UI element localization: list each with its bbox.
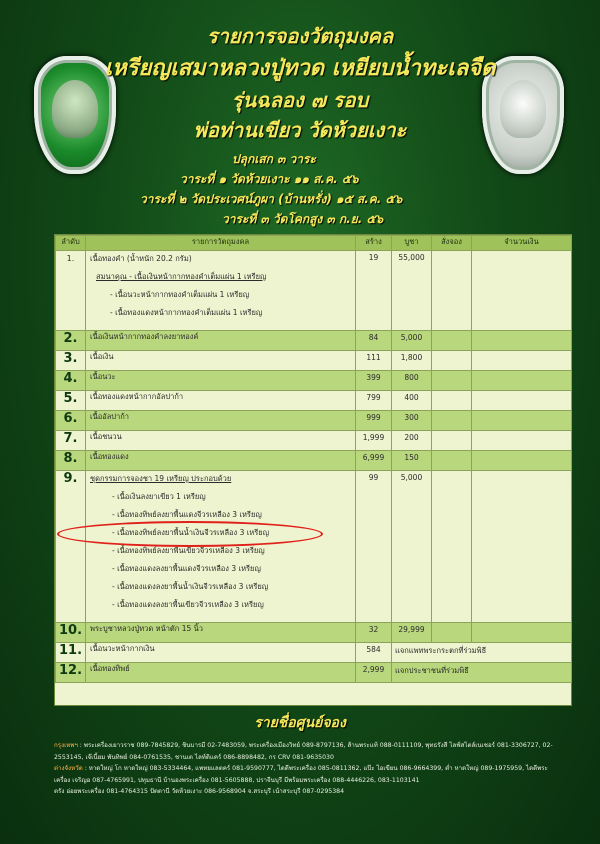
built-count: 799 bbox=[356, 391, 392, 411]
provinces-label: ต่างจังหวัด bbox=[54, 765, 83, 772]
order-table-container bbox=[54, 234, 572, 706]
amount-input-cell[interactable] bbox=[472, 411, 572, 431]
item-component: - เนื้อเงินลงยาเขียว 1 เหรียญ bbox=[112, 492, 206, 501]
item-name: เนื้อทองแดง bbox=[86, 451, 356, 471]
table-row bbox=[56, 331, 572, 351]
item-name: เนื้อทองคำ (น้ำหนัก 20.2 กรัม) bbox=[90, 254, 192, 263]
order-input-cell[interactable] bbox=[432, 391, 472, 411]
title-line-3: รุ่นฉลอง ๗ รอบ bbox=[231, 88, 369, 112]
table-row bbox=[56, 351, 572, 371]
header-built: สร้าง bbox=[356, 236, 392, 251]
header-amount: จำนวนเงิน bbox=[472, 236, 572, 251]
price: 29,999 bbox=[392, 623, 432, 643]
built-count: 999 bbox=[356, 411, 392, 431]
amount-input-cell[interactable] bbox=[472, 331, 572, 351]
table-row bbox=[56, 411, 572, 431]
amount-input-cell[interactable] bbox=[472, 623, 572, 643]
built-count: 2,999 bbox=[356, 663, 392, 683]
other-centers: ตรัง อ่อยพระเครื่อง 081-4764315 ปัตตานี วัดห้วยเงาะ 086-9568904 จ.สระบุรี เน้าสระบุรี 087-0295384 bbox=[54, 788, 345, 795]
price: 400 bbox=[392, 391, 432, 411]
row-number: 4. bbox=[56, 371, 86, 391]
item-component: - เนื้อทองทิพย์ลงยาพื้นน้ำเงินจีวรเหลือง 3 เหรียญ bbox=[112, 528, 270, 537]
row-number: 9. bbox=[56, 471, 86, 623]
red-highlight-circle bbox=[57, 521, 323, 547]
table-row bbox=[56, 391, 572, 411]
item-bonus: - เนื้อทองแดงหน้ากากทองคำเต็มแผ่น 1 เหรียญ bbox=[110, 308, 263, 317]
item-bonus: สมนาคุณ - เนื้อเงินหน้ากากทองคำเต็มแผ่น 1 เหรียญ bbox=[96, 272, 267, 281]
table-row bbox=[56, 643, 572, 663]
item-component: - เนื้อทองทิพย์ลงยาพื้นเขียวจีวรเหลือง 3 เหรียญ bbox=[112, 546, 265, 555]
table-row bbox=[56, 251, 572, 331]
table-row bbox=[56, 623, 572, 643]
item-name: ชุดกรรมการจองชา 19 เหรียญ ประกอบด้วย bbox=[90, 474, 232, 483]
header-no: ลำดับ bbox=[56, 236, 86, 251]
row-number: 12. bbox=[56, 663, 86, 683]
order-input-cell[interactable] bbox=[432, 371, 472, 391]
price: 150 bbox=[392, 451, 432, 471]
amount-input-cell[interactable] bbox=[472, 391, 572, 411]
order-input-cell[interactable] bbox=[432, 251, 472, 331]
province-centers: : หาดใหญ่ โก หาดใหญ่ 083-5334464, แพทยแลตคร์ 081-9590777, ไดดีพระเครื่อง 085-0811362, แป๊ะ ไอเขียน 086-9664399, ต่ำ หาดใหญ่ 089-1975959, ไดดีพระเครื่อง เจริญอ 087-4765991, ปทุมธานี บ้านองพระเครื่อง 081-5605888, ปราจีนบุรี มีพร้อมพระเครื่อง 088-4446226, 083-1103141 bbox=[54, 765, 548, 784]
consecration-round-3: วาระที่ ๓ วัดโคกสูง ๓ ก.ย. ๕๖ bbox=[222, 212, 384, 226]
table-row bbox=[56, 451, 572, 471]
item-name: เนื้อนวะหน้ากากเงิน bbox=[86, 643, 356, 663]
item-name: เนื้ออัลปาก้า bbox=[86, 411, 356, 431]
table-row bbox=[56, 371, 572, 391]
row-number: 2. bbox=[56, 331, 86, 351]
order-input-cell[interactable] bbox=[432, 351, 472, 371]
bangkok-centers: : พระเครื่องเยาวราช 089-7845829, ชินบารมี 02-7483059, พระเครื่องเมืองวิทย์ 089-8797136, ส้านพระแท้ 088-0111109, พุทธรังสี ไลฟ์สไตล์เนเชอร์ 081-3306727, 02-2553145, เจ๊เนี้ยม พันทิพย์ 084-0761535, ชานเต ไลท์ดิแคร์ 086-8898482, กร CRV 081-9635030 bbox=[54, 742, 553, 761]
item-component: - เนื้อทองทิพย์ลงยาพื้นแดงจีวรเหลือง 3 เหรียญ bbox=[112, 510, 262, 519]
table-row bbox=[56, 663, 572, 683]
built-count: 6,999 bbox=[356, 451, 392, 471]
row-number: 8. bbox=[56, 451, 86, 471]
built-count: 19 bbox=[356, 251, 392, 331]
item-name: เนื้อทองทิพย์ bbox=[86, 663, 356, 683]
consecration-round-2: วาระที่ ๒ วัดประเวศน์ภูผา (บ้านหรั่ง) ๑๕ ส.ค. ๕๖ bbox=[140, 192, 403, 206]
item-component: - เนื้อทองแดงลงยาพื้นเขียวจีวรเหลือง 3 เหรียญ bbox=[112, 600, 264, 609]
item-bonus: - เนื้อนวะหน้ากากทองคำเต็มแผ่น 1 เหรียญ bbox=[110, 290, 250, 299]
order-input-cell[interactable] bbox=[432, 431, 472, 451]
item-name: เนื้อชนวน bbox=[86, 431, 356, 451]
built-count: 111 bbox=[356, 351, 392, 371]
header-price: บูชา bbox=[392, 236, 432, 251]
consecration-heading: ปลุกเสก ๓ วาระ bbox=[232, 152, 316, 166]
row-number: 5. bbox=[56, 391, 86, 411]
booking-centers-list bbox=[54, 740, 554, 798]
header bbox=[0, 0, 600, 232]
row-number: 3. bbox=[56, 351, 86, 371]
amount-input-cell[interactable] bbox=[472, 251, 572, 331]
amount-input-cell[interactable] bbox=[472, 351, 572, 371]
bangkok-label: กรุงเทพฯ bbox=[54, 742, 78, 749]
item-name: เนื้อเงิน bbox=[86, 351, 356, 371]
price: 5,000 bbox=[392, 471, 432, 623]
order-input-cell[interactable] bbox=[432, 411, 472, 431]
row-number: 11. bbox=[56, 643, 86, 663]
price: 55,000 bbox=[392, 251, 432, 331]
row-number: 7. bbox=[56, 431, 86, 451]
row-number: 6. bbox=[56, 411, 86, 431]
header-item: รายการวัตถุมงคล bbox=[86, 236, 356, 251]
title-line-4: พ่อท่านเขียว วัดห้วยเงาะ bbox=[193, 118, 407, 142]
order-input-cell[interactable] bbox=[432, 623, 472, 643]
table-row bbox=[56, 431, 572, 451]
built-count: 399 bbox=[356, 371, 392, 391]
price: 800 bbox=[392, 371, 432, 391]
price: 200 bbox=[392, 431, 432, 451]
amount-input-cell[interactable] bbox=[472, 451, 572, 471]
amount-input-cell[interactable] bbox=[472, 471, 572, 623]
item-component: - เนื้อทองแดงลงยาพื้นน้ำเงินจีวรเหลือง 3 เหรียญ bbox=[112, 582, 269, 591]
built-count: 1,999 bbox=[356, 431, 392, 451]
distribution-note: แจกประชาชนที่ร่วมพิธี bbox=[392, 663, 572, 683]
built-count: 32 bbox=[356, 623, 392, 643]
price: 5,000 bbox=[392, 331, 432, 351]
order-input-cell[interactable] bbox=[432, 471, 472, 623]
item-name: เนื้อทองแดงหน้ากากอัลปาก้า bbox=[86, 391, 356, 411]
item-name: เนื้อนวะ bbox=[86, 371, 356, 391]
row-number: 10. bbox=[56, 623, 86, 643]
built-count: 84 bbox=[356, 331, 392, 351]
item-cell bbox=[86, 251, 356, 331]
title-line-2: เหรียญเสมาหลวงปู่ทวด เหยียบน้ำทะเลจืด bbox=[104, 56, 496, 81]
row-number: 1. bbox=[56, 251, 86, 331]
table-row bbox=[56, 471, 572, 623]
order-input-cell[interactable] bbox=[432, 451, 472, 471]
title-line-1: รายการจองวัตถุมงคล bbox=[206, 24, 394, 48]
consecration-round-1: วาระที่ ๑ วัดห้วยเงาะ ๑๑ ส.ค. ๕๖ bbox=[180, 172, 359, 186]
header-order: สั่งจอง bbox=[432, 236, 472, 251]
amount-input-cell[interactable] bbox=[472, 431, 572, 451]
order-input-cell[interactable] bbox=[432, 331, 472, 351]
booking-centers-title: รายชื่อศูนย์จอง bbox=[254, 715, 346, 731]
amount-input-cell[interactable] bbox=[472, 371, 572, 391]
price: 300 bbox=[392, 411, 432, 431]
item-name: เนื้อเงินหน้ากากทองคำลงยาทองค์ bbox=[86, 331, 356, 351]
price: 1,800 bbox=[392, 351, 432, 371]
table-header-row bbox=[56, 236, 572, 251]
order-table bbox=[55, 235, 572, 683]
built-count: 584 bbox=[356, 643, 392, 663]
item-name: พระบูชาหลวงปู่ทวด หน้าตัก 15 นิ้ว bbox=[86, 623, 356, 643]
item-component: - เนื้อทองแดงลงยาพื้นแดงจีวรเหลือง 3 เหรียญ bbox=[112, 564, 261, 573]
distribution-note: แจกแพทพระกระตกที่ร่วมพิธี bbox=[392, 643, 572, 663]
built-count: 99 bbox=[356, 471, 392, 623]
